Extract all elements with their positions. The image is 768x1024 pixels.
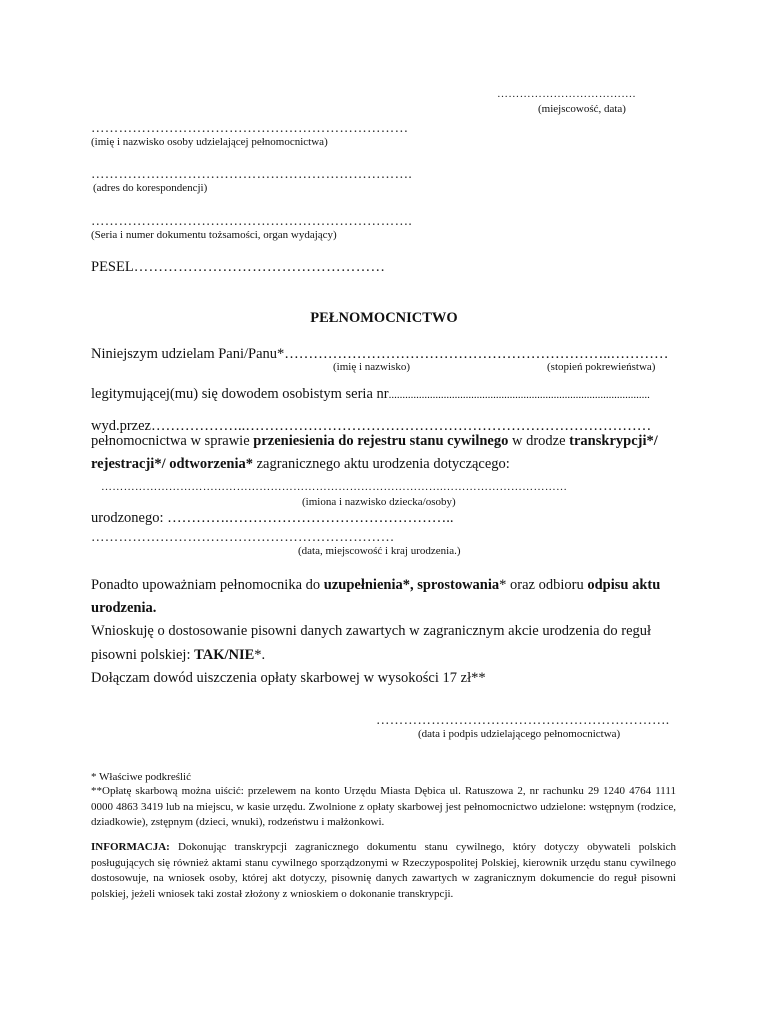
relationship-degree-caption: (stopień pokrewieństwa) [547,361,656,373]
place-date-dots: ………………………………. [497,88,636,100]
authorization-text: * oraz odbioru [499,577,588,593]
attorney-id-dots: ............................................................................................... [388,389,650,401]
grantor-name-caption: (imię i nazwisko osoby udzielającej pełnomocnictwa) [91,136,328,148]
pesel-dots: …………………………………………… [133,259,386,275]
matter-text: pełnomocnictwa w sprawie [91,433,254,449]
authorization-copy: odpisu aktu [587,577,661,593]
matter-line-1 [91,433,658,450]
matter-registration: rejestracji*/ odtworzenia* [91,456,253,472]
grantor-name-dots: …………………………………………………………… [91,120,409,135]
information-label: INFORMACJA: [91,841,170,853]
grant-line: Niniejszym udzielam Pani/Panu*…………………………………………………………..………… [91,346,669,362]
document-title: PEŁNOMOCNICTWO [310,310,458,326]
information-text: Dokonując transkrypcji zagranicznego dokumentu stanu cywilnego, który dotyczy obywateli polskich posługujących się również aktami stanu cywilnego sporządzonymi w Rzeczypospolitej Polskiej, kierownik urzędu stanu cywilnego dostosowuje, na wniosek osoby, której akt dotyczy, pisownię danych zawartych w zagranicznym dokumencie do reguł pisowni polskiej, jeżeli wniosek taki został złożony z wnioskiem o dokonanie transkrypcji. [91,841,676,900]
born-line: urodzonego: ………….……………………………………….. [91,510,454,526]
footnote-fee: **Opłatę skarbową można uiścić: przelewem na konto Urzędu Miasta Dębica ul. Ratuszowa 2, nr rachunku 29 1240 4764 1111 0000 4863 3419 lub na miejscu, w kasie urzędu. Zwolnione z opłaty skarbowej jest pełnomocnictwo udzielone: wstępnym (rodzice, dziadkowie), zstępnym (dzieci, wnuki), rodzeństwu i małżonkowi. [91,785,676,828]
child-name-dots: ……………………………………………………………………………….…………………………… [101,481,568,493]
child-name-caption: (imiona i nazwisko dziecka/osoby) [302,496,456,508]
signature-caption: (data i podpis udzielającego pełnomocnictwa) [418,728,621,740]
grantor-address-caption: (adres do korespondencji) [93,182,208,194]
matter-transcription: transkrypcji*/ [569,433,658,449]
fee-line: Dołączam dowód uiszczenia opłaty skarbowej w wysokości 17 zł** [91,670,486,686]
authorization-text: Ponadto upoważniam pełnomocnika do [91,577,324,593]
spelling-yes-no: TAK/NIE [194,647,255,663]
authorization-line-2: urodzenia. [91,600,157,616]
matter-civil-registry: przeniesienia do rejestru stanu cywilnego [253,433,509,449]
attorney-id-prefix: legitymującej(mu) się dowodem osobistym seria nr [91,386,389,402]
matter-text: zagranicznego aktu urodzenia dotyczącego: [253,456,510,472]
grantor-id-dots: ……………………………………………………………. [91,213,413,228]
attorney-id-line [91,386,650,403]
authorization-corrections: uzupełnienia*, sprostowania [323,577,500,593]
born-dots: ………………………………………………………… [91,529,395,544]
spelling-text: *. [254,647,266,663]
spelling-line-2 [91,647,265,664]
matter-line-2 [91,456,510,473]
place-date-caption: (miejscowość, data) [538,103,626,115]
pesel-label: PESEL [91,259,134,275]
signature-dots: ………………………………………………………. [376,712,670,727]
pesel-line [91,259,385,276]
authorization-line-1 [91,577,660,594]
issued-by-line: wyd.przez………………..………………………………………………………………………… [91,418,652,434]
spelling-line-1: Wnioskuję o dostosowanie pisowni danych zawartych w zagranicznym akcie urodzenia do reguł [91,623,652,639]
spelling-text: pisowni polskiej: [91,647,195,663]
information-note [91,840,676,902]
grantor-id-caption: (Seria i numer dokumentu tożsamości, organ wydający) [91,229,337,241]
grantor-address-dots: ……………………………………………………………. [91,166,413,181]
footnote-underline: * Właściwe podkreślić [91,771,191,783]
born-caption: (data, miejscowość i kraj urodzenia.) [298,545,461,557]
attorney-name-caption: (imię i nazwisko) [333,361,410,373]
matter-text: w drodze [508,433,570,449]
